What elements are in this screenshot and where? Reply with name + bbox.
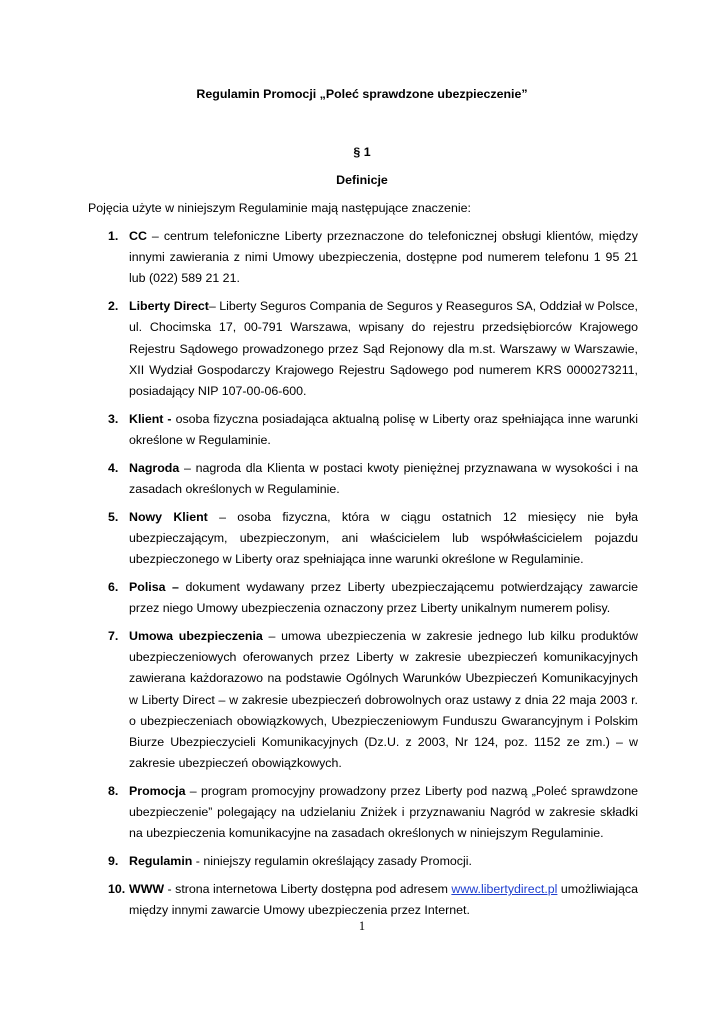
definition-term: Nagroda <box>129 460 180 475</box>
definition-text: – osoba fizyczna, która w ciągu ostatnich 12 miesięcy nie była ubezpieczającym, ubezpieczonym, ani właścicielem lub współwłaścicielem pojazdu ubezpieczonego w Liberty oraz spełniająca inne warunki określone w Regulaminie. <box>129 509 638 567</box>
item-number: 1. <box>108 229 119 243</box>
item-number: 9. <box>108 854 119 869</box>
section-number: § 1 <box>353 145 371 159</box>
definition-item <box>0 879 724 921</box>
definition-item <box>0 507 724 571</box>
section-heading: Definicje <box>336 173 388 187</box>
item-number: 7. <box>108 629 119 644</box>
page-number: 1 <box>358 919 366 933</box>
definition-item <box>0 626 724 774</box>
definition-term: Promocja <box>129 784 186 799</box>
item-number: 2. <box>108 299 119 314</box>
definition-item <box>0 296 724 402</box>
definition-term: Liberty Direct <box>129 299 209 314</box>
item-number: 10. <box>108 882 126 897</box>
definition-text: – program promocyjny prowadzony przez Liberty pod nazwą „Poleć sprawdzone ubezpieczenie” polegający na udzielaniu Zniżek i przyznawaniu Nagród w zakresie składki na ubezpieczenia komunikacyjne na zasadach określonych w niniejszym Regulaminie. <box>129 784 638 841</box>
definition-text: – umowa ubezpieczenia w zakresie jednego lub kilku produktów ubezpieczeniowych oferowanych przez Liberty w zakresie ubezpieczeń komunikacyjnych zawierana każdorazowo na podstawie Ogólnych Warunków Ubezpieczeń Komunikacyjnych w Liberty Direct – w zakresie ubezpieczeń dobrowolnych oraz ustawy z dnia 22 maja 2003 r. o ubezpieczeniach obowiązkowych, Ubezpieczeniowym Funduszu Gwarancyjnym i Polskim Biurze Ubezpieczycieli Komunikacyjnych (Dz.U. z 2003, Nr 124, poz. 1152 ze zm.) – w zakresie ubezpieczeń obowiązkowych. <box>129 629 638 771</box>
definitions-list <box>0 226 724 928</box>
definition-term: Polisa – <box>129 580 179 595</box>
definition-term: Nowy Klient <box>129 509 208 524</box>
definition-term: Klient - <box>129 411 172 426</box>
definition-item <box>0 851 724 872</box>
definition-term: CC <box>129 229 147 243</box>
item-number: 4. <box>108 460 119 475</box>
definition-text: umożliwiająca między innymi zawarcie Umowy ubezpieczenia przez Internet. <box>129 882 638 918</box>
definition-item <box>0 577 724 619</box>
website-link[interactable]: www.libertydirect.pl <box>451 882 558 897</box>
intro-paragraph: Pojęcia użyte w niniejszym Regulaminie mają następujące znaczenie: <box>88 201 471 215</box>
definition-item <box>0 226 724 290</box>
definition-term: WWW <box>129 882 165 897</box>
definition-text: – Liberty Seguros Compania de Seguros y Reaseguros SA, Oddział w Polsce, ul. Chocimska 17, 00-791 Warszawa, wpisany do rejestru przedsiębiorców Krajowego Rejestru Sądowego prowadzonego przez Sąd Rejonowy dla m.st. Warszawy w Warszawie, XII Wydział Gospodarczy Krajowego Rejestru Sądowego pod numerem KRS 0000273211, posiadający NIP 107-00-06-600. <box>129 299 638 399</box>
document-title: Regulamin Promocji „Poleć sprawdzone ubezpieczenie” <box>196 87 528 101</box>
item-number: 3. <box>108 411 119 426</box>
item-number: 8. <box>108 784 119 799</box>
definition-text: dokument wydawany przez Liberty ubezpieczającemu potwierdzający zawarcie przez niego Umowy ubezpieczenia oznaczony przez Liberty unikalnym numerem polisy. <box>129 580 638 616</box>
definition-item <box>0 781 724 845</box>
item-number: 5. <box>108 509 119 524</box>
definition-text: osoba fizyczna posiadająca aktualną polisę w Liberty oraz spełniająca inne warunki określone w Regulaminie. <box>129 411 638 448</box>
item-number: 6. <box>108 580 119 595</box>
definition-text: – centrum telefoniczne Liberty przeznaczone do telefonicznej obsługi klientów, między innymi zawierania z nimi Umowy ubezpieczenia, dostępne pod numerem telefonu 1 95 21 lub (022) 589 21 21. <box>129 229 638 286</box>
definition-term: Umowa ubezpieczenia <box>129 629 263 644</box>
definition-text: - strona internetowa Liberty dostępna pod adresem <box>164 882 452 897</box>
definition-term: Regulamin <box>129 854 193 869</box>
definition-item <box>0 458 724 500</box>
definition-text: - niniejszy regulamin określający zasady Promocji. <box>192 854 472 869</box>
definition-item <box>0 409 724 451</box>
definition-text: – nagroda dla Klienta w postaci kwoty pieniężnej przyznawana w wysokości i na zasadach określonych w Regulaminie. <box>129 460 638 497</box>
